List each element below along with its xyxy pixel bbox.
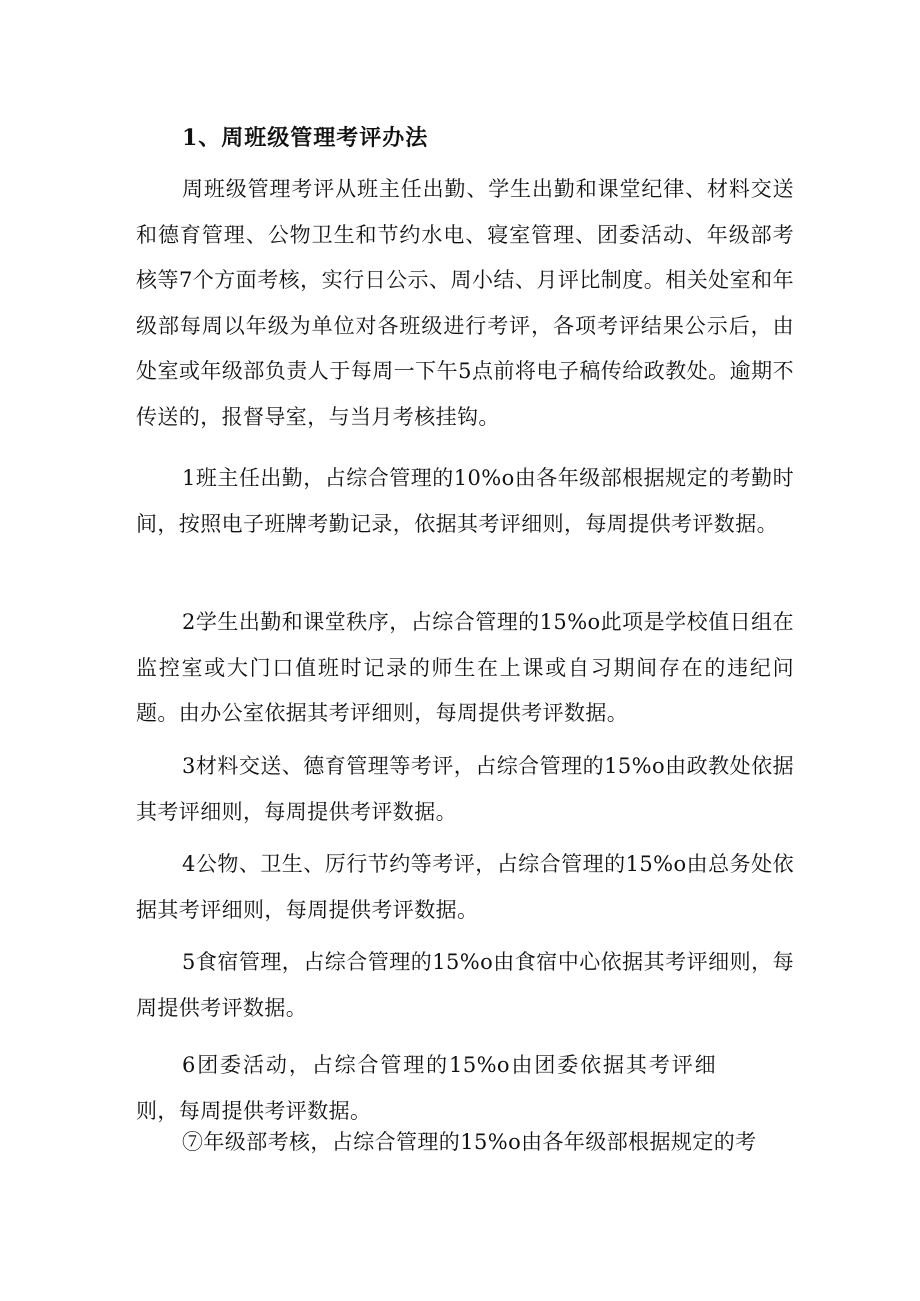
paragraph-item-3: 3材料交送、德育管理等考评，占综合管理的15%o由政教处依据其考评细则，每周提供考评数据。 — [136, 754, 794, 824]
paragraph-item-4: 4公物、卫生、厉行节约等考评，占综合管理的15%o由总务处依据其考评细则，每周提供考评数据。 — [136, 852, 794, 922]
section-heading: 1、周班级管理考评办法 — [182, 125, 429, 151]
paragraph-item-6: 6团委活动，占综合管理的15%o由团委依据其考评细则，每周提供考评数据。 — [136, 1053, 716, 1123]
paragraph-item-5: 5食宿管理，占综合管理的15%o由食宿中心依据其考评细则，每周提供考评数据。 — [136, 950, 794, 1020]
paragraph-overview: 周班级管理考评从班主任出勤、学生出勤和课堂纪律、材料交送和德育管理、公物卫生和节约水电、寝室管理、团委活动、年级部考核等7个方面考核，实行日公示、周小结、月评比制度。相关处室和年级部每周以年级为单位对各班级进行考评，各项考评结果公示后，由处室或年级部负责人于每周一下午5点前将电子稿传给政教处。逾期不传送的，报督导室，与当月考核挂钩。 — [136, 177, 794, 429]
paragraph-item-2: 2学生出勤和课堂秩序，占综合管理的15%o此项是学校值日组在监控室或大门口值班时记录的师生在上课或自习期间存在的违纪问题。由办公室依据其考评细则，每周提供考评数据。 — [136, 610, 794, 725]
paragraph-item-7: ⑦年级部考核，占综合管理的15%o由各年级部根据规定的考 — [182, 1130, 757, 1154]
paragraph-item-1: 1班主任出勤，占综合管理的10%o由各年级部根据规定的考勤时间，按照电子班牌考勤记录，依据其考评细则，每周提供考评数据。 — [136, 466, 794, 536]
